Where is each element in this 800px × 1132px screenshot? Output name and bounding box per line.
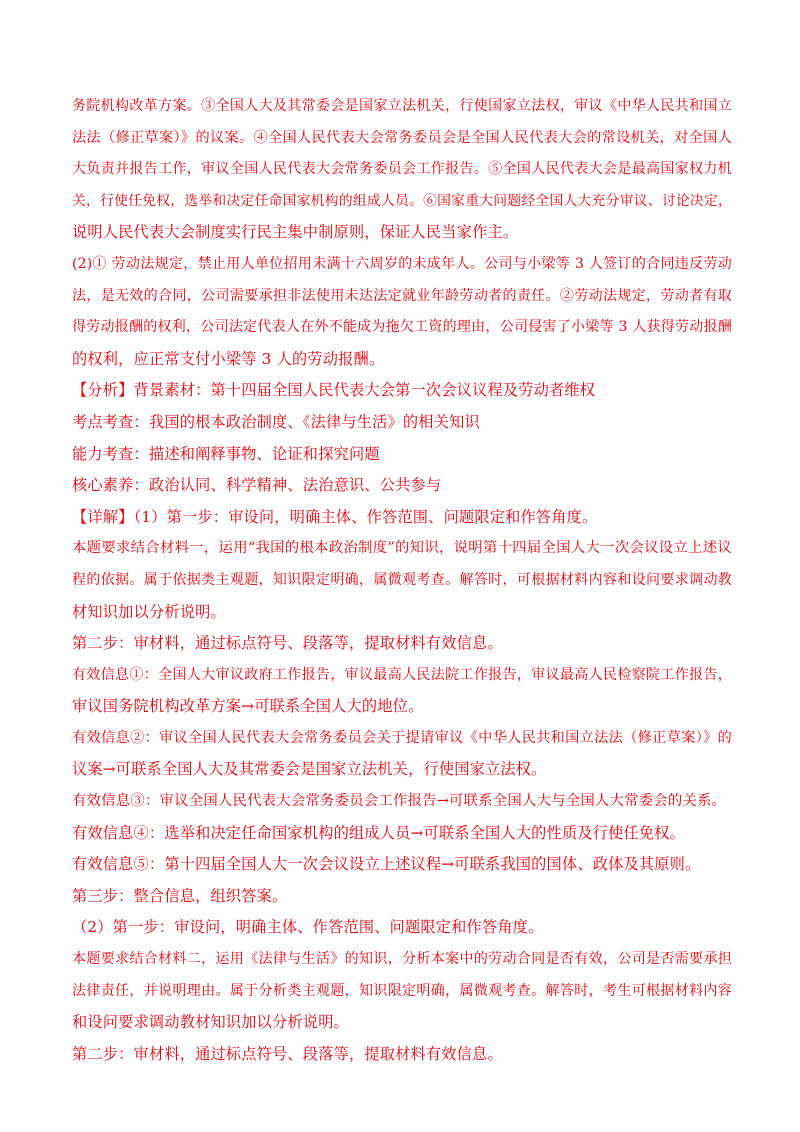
- text-line: (2)① 劳动法规定，禁止用人单位招用未满十六周岁的未成年人。公司与小梁等 3 人签订的合同违反劳动: [72, 255, 732, 272]
- text-line: 材知识加以分析说明。: [72, 602, 226, 621]
- text-line: 核心素养：政治认同、科学精神、法治意识、公共参与: [72, 476, 442, 495]
- text-line: 【详解】（1）第一步：审设问，明确主体、作答范围、问题限定和作答角度。: [72, 507, 598, 526]
- text-line: 大负责并报告工作，审议全国人民代表大会常务委员会工作报告。⑤全国人民代表大会是最高国家权力机: [72, 161, 732, 178]
- text-line: 有效信息④：选举和决定任命国家机构的组成人员→可联系全国人大的性质及行使任免权。: [72, 823, 686, 842]
- text-line: 议案→可联系全国人大及其常委会是国家立法机关，行使国家立法权。: [72, 760, 547, 779]
- text-line: 法，是无效的合同，公司需要承担非法使用未达法定就业年龄劳动者的责任。②劳动法规定，劳动者有取: [72, 287, 732, 304]
- text-line: 第三步：整合信息，组织答案。: [72, 886, 288, 905]
- text-line: 本题要求结合材料一，运用“我国的根本政治制度”的知识，说明第十四届全国人大一次会议设立上述议: [72, 540, 732, 557]
- text-line: 法律责任，并说明理由。属于分析类主观题，知识限定明确，属微观考查。解答时，考生可根据材料内容: [72, 982, 732, 999]
- text-line: 法法（修正草案）》的议案。④全国人民代表大会常务委员会是全国人民代表大会的常设机关，对全国人: [72, 129, 732, 146]
- text-line: 有效信息③：审议全国人民代表大会常务委员会工作报告→可联系全国人大与全国人大常委会的关系。: [72, 793, 727, 810]
- text-line: 本题要求结合材料二，运用《法律与生活》的知识，分析本案中的劳动合同是否有效，公司是否需要承担: [72, 951, 732, 968]
- text-line: 能力考查：描述和阐释事物、论证和探究问题: [72, 444, 380, 463]
- text-line: 有效信息⑤：第十四届全国人大一次会议设立上述议程→可联系我国的国体、政体及其原则。: [72, 855, 701, 874]
- text-line: 务院机构改革方案。③全国人大及其常委会是国家立法机关，行使国家立法权，审议《中华人民共和国立: [72, 98, 732, 114]
- text-line: 关，行使任免权，选举和决定任命国家机构的组成人员。⑥国家重大问题经全国人大充分审议、讨论决定，: [72, 192, 732, 209]
- text-line: 第二步：审材料，通过标点符号、段落等，提取材料有效信息。: [72, 1044, 503, 1063]
- answer-explanation-text: [72, 91, 732, 1070]
- text-line: 的权利，应正常支付小梁等 3 人的劳动报酬。: [72, 349, 385, 368]
- text-line: 有效信息②：审议全国人民代表大会常务委员会关于提请审议《中华人民共和国立法法（修正草案）》的: [72, 729, 732, 746]
- text-line: 和设问要求调动教材知识加以分析说明。: [72, 1013, 349, 1032]
- text-line: 说明人民代表大会制度实行民主集中制原则，保证人民当家作主。: [72, 223, 519, 242]
- text-line: 有效信息①：全国人大审议政府工作报告，审议最高人民法院工作报告，审议最高人民检察院工作报告，: [72, 666, 732, 683]
- text-line: 考点考查：我国的根本政治制度、《法律与生活》的相关知识: [72, 412, 480, 431]
- text-line: 程的依据。属于依据类主观题，知识限定明确，属微观考查。解答时，可根据材料内容和设问要求调动教: [72, 571, 732, 588]
- text-line: 得劳动报酬的权利，公司法定代表人在外不能成为拖欠工资的理由，公司侵害了小梁等 3 人获得劳动报酬: [72, 319, 732, 336]
- text-line: （2）第一步：审设问，明确主体、作答范围、问题限定和作答角度。: [72, 918, 544, 937]
- text-line: 第二步：审材料，通过标点符号、段落等，提取材料有效信息。: [72, 634, 503, 653]
- text-line: 【分析】背景素材：第十四届全国人民代表大会第一次会议议程及劳动者维权: [72, 381, 596, 400]
- text-line: 审议国务院机构改革方案→可联系全国人大的地位。: [72, 697, 424, 716]
